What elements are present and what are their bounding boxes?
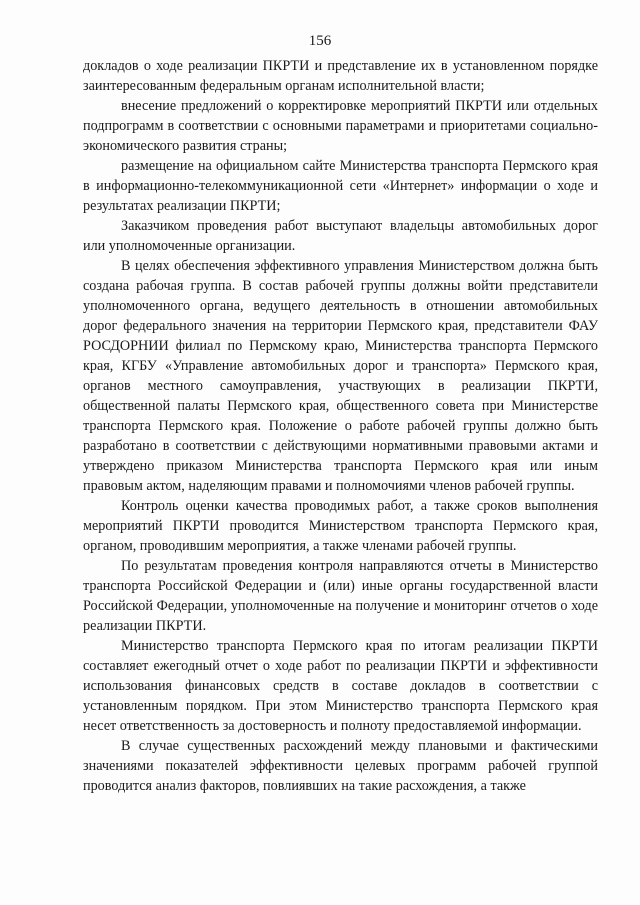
paragraph-proposals: внесение предложений о корректировке мероприятий ПКРТИ или отдельных подпрограмм в соответствии с основными параметрами и приоритетами социально-экономического развития страны; xyxy=(83,98,598,154)
paragraph-annual-report: Министерство транспорта Пермского края по итогам реализации ПКРТИ составляет ежегодный отчет о ходе работ по реализации ПКРТИ и эффективности использования финансовых средств в составе докладов в соответствии с установленным порядком. При этом Министерство транспорта Пермского края несет ответственность за достоверность и полноту предоставляемой информации. xyxy=(83,638,598,734)
page-number: 156 xyxy=(308,33,332,49)
paragraph-reports: докладов о ходе реализации ПКРТИ и представление их в установленном порядке заинтересованным федеральным органам исполнительной власти; xyxy=(83,58,598,94)
paragraph-control-results: По результатам проведения контроля направляются отчеты в Министерство транспорта Российской Федерации и (или) иные органы государственной власти Российской Федерации, уполномоченные на получение и мониторинг отчетов о ходе реализации ПКРТИ. xyxy=(83,558,598,634)
document-body xyxy=(83,56,598,796)
paragraph-customer: Заказчиком проведения работ выступают владельцы автомобильных дорог или уполномоченные организации. xyxy=(83,218,598,254)
paragraph-quality-control: Контроль оценки качества проводимых работ, а также сроков выполнения мероприятий ПКРТИ проводится Министерством транспорта Пермского края, органом, проводившим мероприятия, а также членами рабочей группы. xyxy=(83,498,598,554)
paragraph-working-group: В целях обеспечения эффективного управления Министерством должна быть создана рабочая группа. В состав рабочей группы должны войти представители уполномоченного органа, ведущего деятельность в отношении автомобильных дорог федерального значения на территории Пермского края, представители ФАУ РОСДОРНИИ филиал по Пермскому краю, Министерства транспорта Пермского края, КГБУ «Управление автомобильных дорог и транспорта» Пермского края, органов местного самоуправления, участвующих в реализации ПКРТИ, общественной палаты Пермского края, общественного совета при Министерстве транспорта Пермского края. Положение о работе рабочей группы должно быть разработано в соответствии с действующими нормативными правовыми актами и утверждено приказом Министерства транспорта Пермского края или иным правовым актом, наделяющим правами и полномочиями членов рабочей группы. xyxy=(83,258,598,494)
paragraph-publication: размещение на официальном сайте Министерства транспорта Пермского края в информационно-телекоммуникационной сети «Интернет» информации о ходе и результатах реализации ПКРТИ; xyxy=(83,158,598,214)
paragraph-discrepancies: В случае существенных расхождений между плановыми и фактическими значениями показателей эффективности целевых программ рабочей группой проводится анализ факторов, повлиявших на такие расхождения, а также xyxy=(83,738,598,794)
